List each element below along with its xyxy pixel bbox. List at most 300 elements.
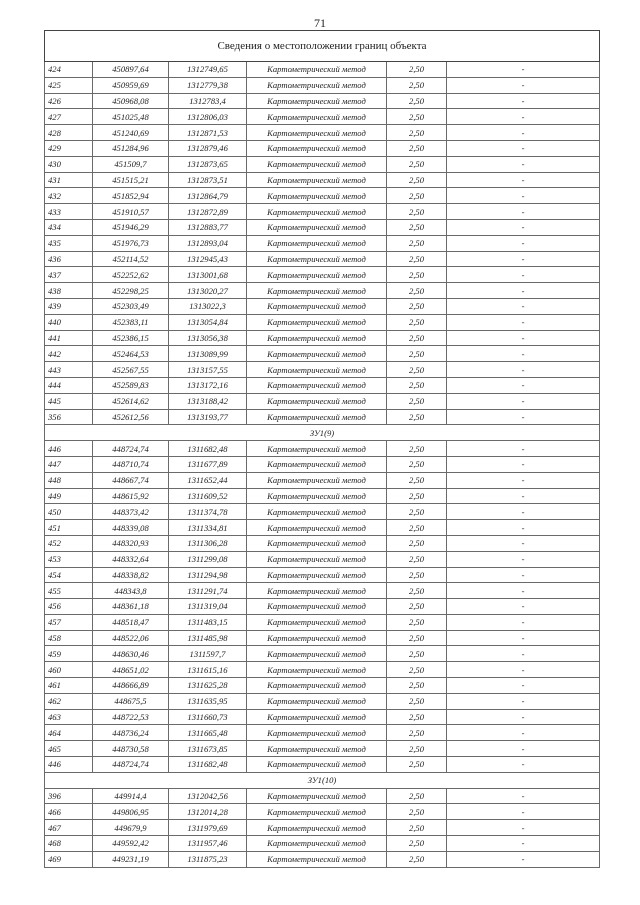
y-coordinate-cell: 1311597,7 (169, 646, 247, 662)
description-cell: - (447, 172, 600, 188)
method-cell: Картометрический метод (247, 140, 387, 156)
y-coordinate-cell: 1311374,78 (169, 504, 247, 520)
table-row (45, 693, 600, 709)
method-cell: Картометрический метод (247, 662, 387, 678)
accuracy-cell: 2,50 (387, 504, 447, 520)
point-number-cell: 469 (45, 851, 93, 867)
x-coordinate-cell: 448339,08 (93, 520, 169, 536)
point-number-cell: 425 (45, 77, 93, 93)
point-number-cell: 356 (45, 409, 93, 425)
table-row (45, 188, 600, 204)
y-coordinate-cell: 1312893,04 (169, 235, 247, 251)
description-cell: - (447, 456, 600, 472)
accuracy-cell: 2,50 (387, 251, 447, 267)
description-cell: - (447, 235, 600, 251)
x-coordinate-cell: 452612,56 (93, 409, 169, 425)
accuracy-cell: 2,50 (387, 409, 447, 425)
description-cell: - (447, 409, 600, 425)
point-number-cell: 454 (45, 567, 93, 583)
description-cell: - (447, 330, 600, 346)
accuracy-cell: 2,50 (387, 662, 447, 678)
x-coordinate-cell: 448343,8 (93, 583, 169, 599)
accuracy-cell: 2,50 (387, 283, 447, 299)
x-coordinate-cell: 449231,19 (93, 851, 169, 867)
description-cell: - (447, 757, 600, 773)
point-number-cell: 448 (45, 472, 93, 488)
x-coordinate-cell: 449806,95 (93, 804, 169, 820)
method-cell: Картометрический метод (247, 804, 387, 820)
table-row (45, 219, 600, 235)
point-number-cell: 450 (45, 504, 93, 520)
description-cell: - (447, 188, 600, 204)
accuracy-cell: 2,50 (387, 520, 447, 536)
accuracy-cell: 2,50 (387, 314, 447, 330)
accuracy-cell: 2,50 (387, 551, 447, 567)
table-row (45, 362, 600, 378)
table-row (45, 551, 600, 567)
method-cell: Картометрический метод (247, 125, 387, 141)
point-number-cell: 434 (45, 219, 93, 235)
table-row (45, 646, 600, 662)
point-number-cell: 440 (45, 314, 93, 330)
description-cell: - (447, 535, 600, 551)
y-coordinate-cell: 1313172,16 (169, 377, 247, 393)
x-coordinate-cell: 452567,55 (93, 362, 169, 378)
table-title: Сведения о местоположении границ объекта (45, 31, 600, 62)
y-coordinate-cell: 1311483,15 (169, 614, 247, 630)
method-cell: Картометрический метод (247, 204, 387, 220)
point-number-cell: 442 (45, 346, 93, 362)
method-cell: Картометрический метод (247, 441, 387, 457)
description-cell: - (447, 836, 600, 852)
table-row (45, 504, 600, 520)
table-row (45, 709, 600, 725)
description-cell: - (447, 583, 600, 599)
x-coordinate-cell: 449679,9 (93, 820, 169, 836)
x-coordinate-cell: 450968,08 (93, 93, 169, 109)
y-coordinate-cell: 1311652,44 (169, 472, 247, 488)
point-number-cell: 427 (45, 109, 93, 125)
method-cell: Картометрический метод (247, 93, 387, 109)
description-cell: - (447, 851, 600, 867)
description-cell: - (447, 693, 600, 709)
x-coordinate-cell: 451976,73 (93, 235, 169, 251)
description-cell: - (447, 393, 600, 409)
accuracy-cell: 2,50 (387, 362, 447, 378)
method-cell: Картометрический метод (247, 820, 387, 836)
y-coordinate-cell: 1312806,03 (169, 109, 247, 125)
x-coordinate-cell: 449592,42 (93, 836, 169, 852)
method-cell: Картометрический метод (247, 614, 387, 630)
y-coordinate-cell: 1312872,89 (169, 204, 247, 220)
accuracy-cell: 2,50 (387, 188, 447, 204)
table-row (45, 583, 600, 599)
x-coordinate-cell: 451910,57 (93, 204, 169, 220)
point-number-cell: 465 (45, 741, 93, 757)
table-row (45, 757, 600, 773)
point-number-cell: 433 (45, 204, 93, 220)
accuracy-cell: 2,50 (387, 140, 447, 156)
y-coordinate-cell: 1312014,28 (169, 804, 247, 820)
description-cell: - (447, 109, 600, 125)
method-cell: Картометрический метод (247, 788, 387, 804)
accuracy-cell: 2,50 (387, 804, 447, 820)
x-coordinate-cell: 448630,46 (93, 646, 169, 662)
y-coordinate-cell: 1312749,65 (169, 62, 247, 78)
accuracy-cell: 2,50 (387, 77, 447, 93)
x-coordinate-cell: 448373,42 (93, 504, 169, 520)
table-row (45, 567, 600, 583)
point-number-cell: 467 (45, 820, 93, 836)
accuracy-cell: 2,50 (387, 156, 447, 172)
y-coordinate-cell: 1313089,99 (169, 346, 247, 362)
method-cell: Картометрический метод (247, 298, 387, 314)
method-cell: Картометрический метод (247, 551, 387, 567)
point-number-cell: 466 (45, 804, 93, 820)
description-cell: - (447, 298, 600, 314)
description-cell: - (447, 662, 600, 678)
point-number-cell: 444 (45, 377, 93, 393)
accuracy-cell: 2,50 (387, 836, 447, 852)
y-coordinate-cell: 1312879,46 (169, 140, 247, 156)
method-cell: Картометрический метод (247, 77, 387, 93)
method-cell: Картометрический метод (247, 393, 387, 409)
accuracy-cell: 2,50 (387, 235, 447, 251)
description-cell: - (447, 441, 600, 457)
point-number-cell: 452 (45, 535, 93, 551)
x-coordinate-cell: 452386,15 (93, 330, 169, 346)
x-coordinate-cell: 448722,53 (93, 709, 169, 725)
x-coordinate-cell: 449914,4 (93, 788, 169, 804)
point-number-cell: 446 (45, 441, 93, 457)
x-coordinate-cell: 448522,06 (93, 630, 169, 646)
y-coordinate-cell: 1312864,79 (169, 188, 247, 204)
section-header-row (45, 425, 600, 441)
x-coordinate-cell: 448320,93 (93, 535, 169, 551)
table-row (45, 520, 600, 536)
description-cell: - (447, 614, 600, 630)
y-coordinate-cell: 1312871,53 (169, 125, 247, 141)
description-cell: - (447, 267, 600, 283)
y-coordinate-cell: 1313054,84 (169, 314, 247, 330)
table-row (45, 314, 600, 330)
y-coordinate-cell: 1313022,3 (169, 298, 247, 314)
method-cell: Картометрический метод (247, 156, 387, 172)
description-cell: - (447, 156, 600, 172)
table-row (45, 851, 600, 867)
accuracy-cell: 2,50 (387, 583, 447, 599)
table-row (45, 820, 600, 836)
y-coordinate-cell: 1311319,04 (169, 599, 247, 615)
x-coordinate-cell: 448730,58 (93, 741, 169, 757)
y-coordinate-cell: 1312873,65 (169, 156, 247, 172)
point-number-cell: 438 (45, 283, 93, 299)
method-cell: Картометрический метод (247, 235, 387, 251)
accuracy-cell: 2,50 (387, 709, 447, 725)
x-coordinate-cell: 448518,47 (93, 614, 169, 630)
x-coordinate-cell: 448361,18 (93, 599, 169, 615)
x-coordinate-cell: 451284,96 (93, 140, 169, 156)
y-coordinate-cell: 1311299,08 (169, 551, 247, 567)
table-row (45, 251, 600, 267)
y-coordinate-cell: 1313193,77 (169, 409, 247, 425)
x-coordinate-cell: 448615,92 (93, 488, 169, 504)
accuracy-cell: 2,50 (387, 630, 447, 646)
description-cell: - (447, 709, 600, 725)
accuracy-cell: 2,50 (387, 693, 447, 709)
table-row (45, 535, 600, 551)
x-coordinate-cell: 448724,74 (93, 757, 169, 773)
accuracy-cell: 2,50 (387, 267, 447, 283)
table-row (45, 235, 600, 251)
point-number-cell: 468 (45, 836, 93, 852)
x-coordinate-cell: 452252,62 (93, 267, 169, 283)
table-row (45, 204, 600, 220)
accuracy-cell: 2,50 (387, 741, 447, 757)
point-number-cell: 456 (45, 599, 93, 615)
table-row (45, 836, 600, 852)
y-coordinate-cell: 1311875,23 (169, 851, 247, 867)
y-coordinate-cell: 1313157,55 (169, 362, 247, 378)
description-cell: - (447, 362, 600, 378)
y-coordinate-cell: 1311682,48 (169, 441, 247, 457)
x-coordinate-cell: 451240,69 (93, 125, 169, 141)
accuracy-cell: 2,50 (387, 788, 447, 804)
table-row (45, 456, 600, 472)
table-row (45, 409, 600, 425)
description-cell: - (447, 77, 600, 93)
y-coordinate-cell: 1311665,48 (169, 725, 247, 741)
method-cell: Картометрический метод (247, 109, 387, 125)
method-cell: Картометрический метод (247, 757, 387, 773)
x-coordinate-cell: 448736,24 (93, 725, 169, 741)
accuracy-cell: 2,50 (387, 93, 447, 109)
y-coordinate-cell: 1313056,38 (169, 330, 247, 346)
description-cell: - (447, 283, 600, 299)
table-row (45, 298, 600, 314)
y-coordinate-cell: 1313001,68 (169, 267, 247, 283)
page-number: 71 (314, 16, 326, 30)
method-cell: Картометрический метод (247, 330, 387, 346)
accuracy-cell: 2,50 (387, 851, 447, 867)
table-row (45, 741, 600, 757)
y-coordinate-cell: 1312779,38 (169, 77, 247, 93)
x-coordinate-cell: 452114,52 (93, 251, 169, 267)
table-row (45, 330, 600, 346)
method-cell: Картометрический метод (247, 488, 387, 504)
method-cell: Картометрический метод (247, 188, 387, 204)
point-number-cell: 463 (45, 709, 93, 725)
description-cell: - (447, 630, 600, 646)
method-cell: Картометрический метод (247, 567, 387, 583)
y-coordinate-cell: 1312783,4 (169, 93, 247, 109)
method-cell: Картометрический метод (247, 219, 387, 235)
table-row (45, 156, 600, 172)
accuracy-cell: 2,50 (387, 393, 447, 409)
point-number-cell: 439 (45, 298, 93, 314)
point-number-cell: 443 (45, 362, 93, 378)
x-coordinate-cell: 451515,21 (93, 172, 169, 188)
y-coordinate-cell: 1313020,27 (169, 283, 247, 299)
boundary-coordinates-table (44, 30, 600, 868)
y-coordinate-cell: 1312042,56 (169, 788, 247, 804)
method-cell: Картометрический метод (247, 251, 387, 267)
x-coordinate-cell: 452614,62 (93, 393, 169, 409)
y-coordinate-cell: 1311979,69 (169, 820, 247, 836)
method-cell: Картометрический метод (247, 377, 387, 393)
section-label: ЗУ1(10) (45, 772, 600, 788)
x-coordinate-cell: 451946,29 (93, 219, 169, 235)
accuracy-cell: 2,50 (387, 456, 447, 472)
table-row (45, 172, 600, 188)
point-number-cell: 396 (45, 788, 93, 804)
accuracy-cell: 2,50 (387, 646, 447, 662)
method-cell: Картометрический метод (247, 456, 387, 472)
method-cell: Картометрический метод (247, 630, 387, 646)
method-cell: Картометрический метод (247, 172, 387, 188)
section-label: ЗУ1(9) (45, 425, 600, 441)
y-coordinate-cell: 1312945,43 (169, 251, 247, 267)
x-coordinate-cell: 448332,64 (93, 551, 169, 567)
y-coordinate-cell: 1311485,98 (169, 630, 247, 646)
description-cell: - (447, 472, 600, 488)
accuracy-cell: 2,50 (387, 614, 447, 630)
table-row (45, 725, 600, 741)
method-cell: Картометрический метод (247, 741, 387, 757)
x-coordinate-cell: 448724,74 (93, 441, 169, 457)
y-coordinate-cell: 1312883,77 (169, 219, 247, 235)
accuracy-cell: 2,50 (387, 298, 447, 314)
method-cell: Картометрический метод (247, 646, 387, 662)
accuracy-cell: 2,50 (387, 330, 447, 346)
point-number-cell: 461 (45, 678, 93, 694)
x-coordinate-cell: 452589,83 (93, 377, 169, 393)
method-cell: Картометрический метод (247, 583, 387, 599)
point-number-cell: 437 (45, 267, 93, 283)
x-coordinate-cell: 452303,49 (93, 298, 169, 314)
method-cell: Картометрический метод (247, 851, 387, 867)
method-cell: Картометрический метод (247, 362, 387, 378)
point-number-cell: 458 (45, 630, 93, 646)
y-coordinate-cell: 1313188,42 (169, 393, 247, 409)
y-coordinate-cell: 1311682,48 (169, 757, 247, 773)
y-coordinate-cell: 1311635,95 (169, 693, 247, 709)
description-cell: - (447, 520, 600, 536)
point-number-cell: 455 (45, 583, 93, 599)
x-coordinate-cell: 451509,7 (93, 156, 169, 172)
section-header-row (45, 772, 600, 788)
point-number-cell: 430 (45, 156, 93, 172)
method-cell: Картометрический метод (247, 535, 387, 551)
point-number-cell: 429 (45, 140, 93, 156)
y-coordinate-cell: 1311625,28 (169, 678, 247, 694)
description-cell: - (447, 678, 600, 694)
method-cell: Картометрический метод (247, 504, 387, 520)
x-coordinate-cell: 452383,11 (93, 314, 169, 330)
point-number-cell: 445 (45, 393, 93, 409)
point-number-cell: 426 (45, 93, 93, 109)
description-cell: - (447, 804, 600, 820)
y-coordinate-cell: 1311294,98 (169, 567, 247, 583)
accuracy-cell: 2,50 (387, 441, 447, 457)
method-cell: Картометрический метод (247, 709, 387, 725)
point-number-cell: 462 (45, 693, 93, 709)
accuracy-cell: 2,50 (387, 599, 447, 615)
method-cell: Картометрический метод (247, 725, 387, 741)
description-cell: - (447, 820, 600, 836)
description-cell: - (447, 488, 600, 504)
accuracy-cell: 2,50 (387, 678, 447, 694)
x-coordinate-cell: 452464,53 (93, 346, 169, 362)
method-cell: Картометрический метод (247, 62, 387, 78)
table-row (45, 678, 600, 694)
method-cell: Картометрический метод (247, 678, 387, 694)
x-coordinate-cell: 448667,74 (93, 472, 169, 488)
table-row (45, 267, 600, 283)
description-cell: - (447, 62, 600, 78)
table-row (45, 472, 600, 488)
description-cell: - (447, 251, 600, 267)
point-number-cell: 436 (45, 251, 93, 267)
accuracy-cell: 2,50 (387, 172, 447, 188)
table-title-row (45, 31, 600, 62)
description-cell: - (447, 741, 600, 757)
accuracy-cell: 2,50 (387, 62, 447, 78)
point-number-cell: 451 (45, 520, 93, 536)
x-coordinate-cell: 450959,69 (93, 77, 169, 93)
y-coordinate-cell: 1311609,52 (169, 488, 247, 504)
description-cell: - (447, 204, 600, 220)
description-cell: - (447, 346, 600, 362)
description-cell: - (447, 788, 600, 804)
point-number-cell: 464 (45, 725, 93, 741)
y-coordinate-cell: 1311291,74 (169, 583, 247, 599)
table-row (45, 140, 600, 156)
description-cell: - (447, 725, 600, 741)
method-cell: Картометрический метод (247, 267, 387, 283)
description-cell: - (447, 140, 600, 156)
description-cell: - (447, 125, 600, 141)
y-coordinate-cell: 1311673,85 (169, 741, 247, 757)
method-cell: Картометрический метод (247, 472, 387, 488)
accuracy-cell: 2,50 (387, 535, 447, 551)
table-row (45, 109, 600, 125)
table-row (45, 62, 600, 78)
point-number-cell: 431 (45, 172, 93, 188)
x-coordinate-cell: 451852,94 (93, 188, 169, 204)
point-number-cell: 446 (45, 757, 93, 773)
method-cell: Картометрический метод (247, 346, 387, 362)
accuracy-cell: 2,50 (387, 346, 447, 362)
y-coordinate-cell: 1311660,73 (169, 709, 247, 725)
point-number-cell: 449 (45, 488, 93, 504)
description-cell: - (447, 567, 600, 583)
x-coordinate-cell: 448651,02 (93, 662, 169, 678)
table-row (45, 283, 600, 299)
point-number-cell: 432 (45, 188, 93, 204)
table-row (45, 630, 600, 646)
point-number-cell: 457 (45, 614, 93, 630)
accuracy-cell: 2,50 (387, 757, 447, 773)
description-cell: - (447, 504, 600, 520)
method-cell: Картометрический метод (247, 409, 387, 425)
method-cell: Картометрический метод (247, 283, 387, 299)
table-row (45, 441, 600, 457)
x-coordinate-cell: 448675,5 (93, 693, 169, 709)
accuracy-cell: 2,50 (387, 109, 447, 125)
y-coordinate-cell: 1311677,89 (169, 456, 247, 472)
description-cell: - (447, 314, 600, 330)
